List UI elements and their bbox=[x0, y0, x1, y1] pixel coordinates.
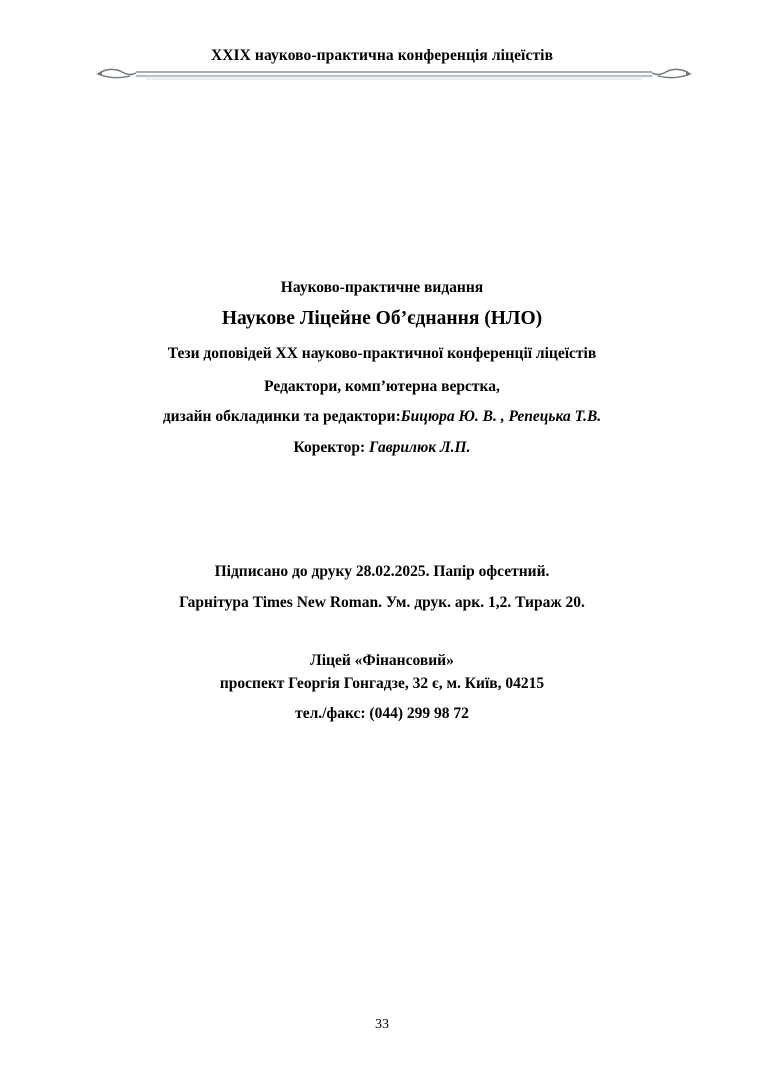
left-flourish bbox=[98, 69, 136, 77]
header-decorative-rule bbox=[96, 66, 692, 86]
publication-type: Науково-практичне видання bbox=[280, 279, 484, 296]
corrector-name: Гаврилюк Л.П. bbox=[369, 439, 471, 456]
corrector-label: Коректор: bbox=[293, 439, 369, 456]
publisher-name: Ліцей «Фінансовий» bbox=[310, 652, 454, 669]
right-flourish bbox=[652, 69, 690, 77]
design-names: Бицюра Ю. В. , Репецька Т.В. bbox=[400, 408, 602, 425]
theses-line: Тези доповідей XX науково-практичної конференції ліцеїстів bbox=[167, 345, 597, 362]
signed-to-print-line: Підписано до друку 28.02.2025. Папір офсетний. bbox=[214, 563, 550, 580]
typeface-line: Гарнітура Times New Roman. Ум. друк. арк. 1,2. Тираж 20. bbox=[179, 594, 585, 611]
page-number: 33 bbox=[375, 1017, 389, 1032]
publication-title: Наукове Ліцейне Об’єднання (НЛО) bbox=[221, 308, 543, 329]
design-label: дизайн обкладинки та редактори: bbox=[162, 408, 401, 425]
publisher-phone: тел./факс: (044) 299 98 72 bbox=[295, 705, 469, 722]
corrector-line bbox=[0, 439, 764, 457]
editors-line: Редактори, комп’ютерна верстка, bbox=[264, 378, 500, 395]
running-header-title: XXIX науково-практична конференція ліцеїстів bbox=[210, 47, 554, 64]
design-editors-line bbox=[0, 408, 764, 426]
publisher-address: проспект Георгія Гонгадзе, 32 є, м. Київ, 04215 bbox=[219, 675, 545, 692]
